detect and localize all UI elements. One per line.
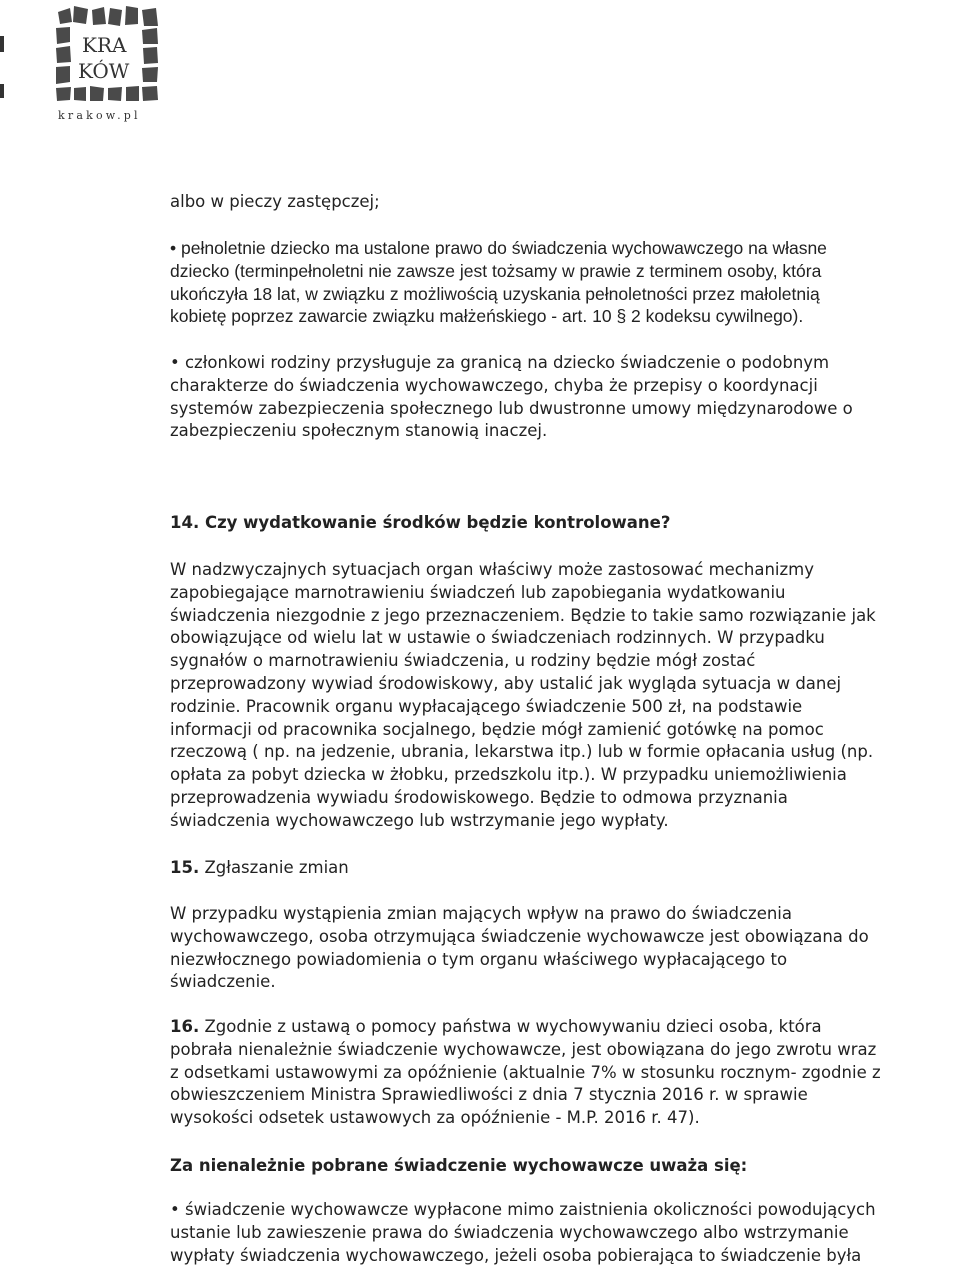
- text-line: przeprowadzony wywiad środowiskowy, aby ustalić jak wygląda sytuacja w danej: [170, 673, 842, 693]
- text-line: świadczenie.: [170, 972, 276, 992]
- text-line: wychowawczego, osoba otrzymująca świadczenie wychowawcze jest obowiązana do: [170, 926, 869, 946]
- text-line: dziecko (terminpełnoletni nie zawsze jest tożsamy w prawie z terminem osoby, która: [170, 260, 822, 281]
- paragraph-15: [170, 903, 960, 994]
- heading-text: Za nienależnie pobrane świadczenie wychowawcze uważa się:: [170, 1156, 748, 1175]
- heading-14: [170, 512, 960, 535]
- text-line: z odsetkami ustawowymi za opóźnienie (aktualnie 7% w stosunku rocznym- zgodnie z: [170, 1062, 881, 1082]
- text-line: W nadzwyczajnych sytuacjach organ właściwy może zastosować mechanizmy: [170, 560, 814, 579]
- heading-text: Zgłaszanie zmian: [199, 858, 349, 877]
- heading-nienaleznie: [170, 1155, 960, 1178]
- text-line: albo w pieczy zastępczej;: [170, 192, 380, 211]
- text-line: W przypadku wystąpienia zmian mających wpływ na prawo do świadczenia: [170, 904, 793, 923]
- text-line: kobietę poprzez zawarcie związku małżeńskiego - art. 10 § 2 kodeksu cywilnego).: [170, 306, 804, 327]
- paragraph-pieczy: [170, 191, 960, 214]
- logo-kra-text: KRA: [82, 33, 127, 57]
- text-line: opłata za pobyt dziecka w żłobku, przedszkolu itp.). W przypadku uniemożliwienia: [170, 765, 847, 785]
- text-line: ustanie lub zawieszenie prawa do świadczenia wychowawczego albo wstrzymanie: [170, 1222, 849, 1242]
- text-line: obwieszczeniem Ministra Sprawiedliwości z dnia 7 stycznia 2016 r. w sprawie: [170, 1085, 808, 1105]
- text-line: rodzinie. Pracownik organu wypłacającego świadczenie 500 zł, na podstawie: [170, 696, 803, 716]
- text-line: wysokości odsetek ustawowych za opóźnienie - M.P. 2016 r. 47).: [170, 1108, 700, 1128]
- text-line: sygnałów o marnotrawieniu świadczenia, u rodziny będzie mógł zostać: [170, 651, 756, 671]
- text-line: niezwłocznego powiadomienia o tym organu właściwego wypłacającego to: [170, 949, 788, 969]
- heading-number: 15.: [170, 858, 200, 877]
- paragraph-czlonkowi: [170, 352, 960, 443]
- text-line: ukończyła 18 lat, w związku z możliwością uzyskania pełnoletności przez małoletnią: [170, 283, 820, 304]
- text-line: • świadczenie wychowawcze wypłacone mimo zaistnienia okoliczności powodujących: [170, 1200, 876, 1219]
- paragraph-14: [170, 559, 960, 833]
- paragraph-16: [170, 1016, 960, 1130]
- text-line: wypłaty świadczenia wychowawczego, jeżeli osoba pobierająca to świadczenie była: [170, 1245, 862, 1265]
- text-line: informacji od pracownika socjalnego, będzie mógł zamienić gotówkę na pomoc: [170, 719, 824, 739]
- text-line: pobrała nienależnie świadczenie wychowawcze, jest obowiązana do jego zwrotu wraz: [170, 1039, 877, 1059]
- text-line: • członkowi rodziny przysługuje za granicą na dziecko świadczenie o podobnym: [170, 353, 830, 372]
- text-line: charakterze do świadczenia wychowawczego, chyba że przepisy o koordynacji: [170, 375, 818, 395]
- text-line: systemów zabezpieczenia społecznego lub dwustronne umowy międzynarodowe o: [170, 398, 853, 418]
- paragraph-last: [170, 1199, 960, 1267]
- heading-text: 14. Czy wydatkowanie środków będzie kontrolowane?: [170, 513, 671, 532]
- text-line: zapobiegające marnotrawieniu świadczeń lub zapobiegania wydatkowaniu: [170, 582, 786, 602]
- text-line: przeprowadzenia wywiadu środowiskowego. Będzie to odmowa przyznania: [170, 787, 788, 807]
- paragraph-pelnoletnie: [170, 237, 960, 328]
- text-line: świadczenia wychowawczego lub wstrzymanie jego wypłaty.: [170, 810, 669, 830]
- heading-15: [170, 857, 960, 880]
- text-line: świadczenia niezgodnie z jego przeznaczeniem. Będzie to takie samo rozwiązanie jak: [170, 605, 876, 625]
- text-line: rzeczową ( np. na jedzenie, ubrania, lekarstwa itp.) lub w formie opłacania usług (np.: [170, 742, 874, 762]
- krakow-logo: [0, 0, 170, 125]
- text-line: • pełnoletnie dziecko ma ustalone prawo do świadczenia wychowawczego na własne: [170, 238, 827, 258]
- paragraph-number: 16.: [170, 1017, 200, 1036]
- text-line: zabezpieczeniu społecznym stanowią inaczej.: [170, 421, 548, 441]
- logo-site-text: krakow.pl: [58, 109, 141, 122]
- text-line: obowiązujące od wielu lat w ustawie o świadczeniach rodzinnych. W przypadku: [170, 628, 825, 648]
- text-line: Zgodnie z ustawą o pomocy państwa w wychowywaniu dzieci osoba, która: [199, 1017, 822, 1036]
- logo-kow-text: KÓW: [78, 59, 130, 83]
